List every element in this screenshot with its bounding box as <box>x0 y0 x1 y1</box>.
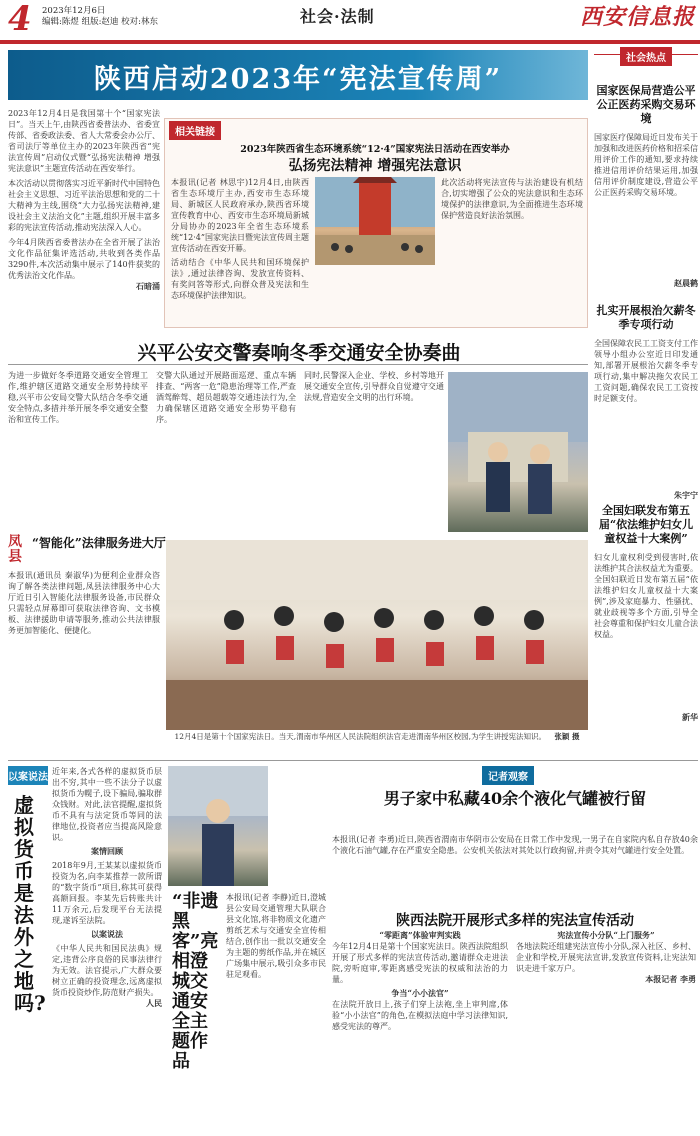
court-headline: 陕西法院开展形式多样的宪法宣传活动 <box>396 913 634 929</box>
right-headline: 国家医保局营造公平公正医药采购交易环境 <box>596 84 696 125</box>
fengxian-body <box>8 570 160 742</box>
divider <box>8 760 698 761</box>
related-subtitle: 2023年陕西省生态环境系统“12·4”国家宪法日活动在西安举办 <box>240 144 510 155</box>
right-headline: 全国妇联发布第五届“依法维护妇女儿童权益十大案例” <box>598 504 694 545</box>
court-subheading: “零距离”体验审判实践 <box>379 930 461 940</box>
caption-byline: 张颖 摄 <box>554 732 580 741</box>
related-paragraph: 此次活动将宪法宣传与法治建设有机结合,切实增强了公众的宪法意识和生态环境保护的法律意识,为全面推进生态环境保护营造良好法治氛围。 <box>441 178 583 220</box>
related-link-box <box>164 118 588 328</box>
court-paragraph: 今年12月4日是第十个国家宪法日。陕西法院组织开展了形式多样的宪法宣传活动,邀请群众走进法院,旁听庭审,零距离感受宪法的权威和法治的力量。 <box>332 942 508 984</box>
right-article-3 <box>594 504 698 723</box>
right-byline: 新华 <box>682 712 698 722</box>
related-tag: 相关链接 <box>169 121 221 140</box>
related-body-col2 <box>441 177 583 325</box>
police-photo <box>448 372 588 532</box>
legal-byline: 人民 <box>146 998 162 1008</box>
court-body-col1 <box>332 930 508 1130</box>
masthead-meta <box>42 6 158 28</box>
region-tag-char: 县 <box>8 549 22 565</box>
column-paragraph: 本报讯(记者 李静)近日,澄城县公安局交通管理大队联合县文化馆,将非物质文化遗产剪纸艺术与交通安全宣传相结合,创作出一批以交通安全为主题的剪纸作品,并在城区广场集中展示,吸引众多市民驻足观看。 <box>226 893 326 979</box>
reporter-tag: 记者观察 <box>482 766 534 785</box>
right-byline: 赵晨鹤 <box>674 278 698 288</box>
right-byline: 朱宇宁 <box>674 490 698 500</box>
police-body-col2 <box>156 370 296 530</box>
police-body-col1 <box>8 370 148 530</box>
caption-text: 12月4日是第十个国家宪法日。当天,渭南市华州区人民法院组织法官走进渭南华州区校园,为学生讲授宪法知识。 <box>174 732 547 741</box>
police-headline: 兴平公安交警奏响冬季交通安全协奏曲 <box>137 342 461 364</box>
related-paragraph: 活动结合《中华人民共和国环境保护法》,通过法律咨询、发放宣传资料、有奖问答等形式,向群众普及宪法和生态环境保护法律知识。 <box>171 258 309 300</box>
court-body-col2 <box>516 930 696 1130</box>
newspaper-logo: 西安信息报 <box>580 4 696 30</box>
legal-paragraph: 《中华人民共和国民法典》规定,违背公序良俗的民事法律行为无效。法官提示,广大群众要树立正确的投资理念,远离虚拟货币投资炒作,防范财产损失。 <box>52 944 162 997</box>
classroom-image <box>166 540 588 730</box>
column-body <box>226 892 326 1128</box>
hot-topics-label: 社会热点 <box>620 47 672 66</box>
lead-paragraph: 今年4月陕西省委普法办在全省开展了法治文化作品征集评选活动,共收到各类作品3290件,本次活动集中展示了140件获奖的优秀法治文化作品。 <box>8 238 160 280</box>
hot-topics-header <box>594 46 698 62</box>
traffic-police-image <box>448 372 588 532</box>
column-photo <box>168 766 268 886</box>
right-paragraph: 妇女儿童权利受到侵害时,依法维护其合法权益尤为重要。全国妇联近日发布第五届“依法维护妇女儿童权益十大案例”,涉及家庭暴力、性骚扰、就业歧视等多个方面,引导全社会尊重和保护妇女儿童合法权益。 <box>594 553 698 639</box>
monument-image <box>315 177 435 265</box>
region-tag <box>8 535 28 565</box>
divider <box>8 364 588 365</box>
legal-tag: 以案说法 <box>8 766 48 785</box>
lead-article-body <box>8 108 160 326</box>
related-body-col1 <box>171 177 309 325</box>
court-class-photo <box>166 540 588 730</box>
right-article-2 <box>594 304 698 501</box>
court-subheading: 争当“小小法官” <box>391 988 449 998</box>
fengxian-header <box>8 535 168 565</box>
legal-headline: 虚拟货币是法外之地吗? <box>14 793 46 1015</box>
fengxian-headline: “智能化”法律服务进大厅 <box>32 536 166 550</box>
related-photo <box>315 177 435 265</box>
legal-subheading: 以案说法 <box>91 929 123 939</box>
lead-paragraph: 本次活动以贯彻落实习近平新时代中国特色社会主义思想、习近平法治思想和党的二十大精神为主线,围绕“大力弘扬宪法精神,建设社会主义法治文化”主题,组织开展丰富多彩的宪法宣传活动,推动宪法深入人心。 <box>8 179 160 232</box>
police-body-col3 <box>304 370 444 530</box>
police-paragraph: 交警大队通过开展路面巡逻、重点车辆排查、“两客一危”隐患治理等工作,严查酒驾醉驾、超员超载等交通违法行为,全力确保辖区道路交通安全形势平稳有序。 <box>156 371 296 424</box>
legal-body <box>52 766 162 1128</box>
related-headline: 弘扬宪法精神 增强宪法意识 <box>288 158 462 174</box>
related-paragraph: 本报讯(记者 林思宇)12月4日,由陕西省生态环境厅主办,西安市生态环境局、新城区人民政府承办,陕西省环境宣传教育中心、西安市生态环境局新城分局协办的2023年全省生态环境系统“12·4”国家宪法日暨宪法宣传周主题宣传活动在西安开幕。 <box>171 178 309 253</box>
police-officer-image <box>168 766 268 886</box>
reporter-paragraph: 本报讯(记者 李勇)近日,陕西省渭南市华阴市公安局在日常工作中发现,一男子在自家院内私自存放40余个液化石油气罐,存在严重安全隐患。公安机关依法对其处以行政拘留,并责令其对气罐进行安全处置。 <box>332 835 698 855</box>
page-number: 4 <box>8 0 32 39</box>
lead-byline: 石暗涌 <box>136 281 160 291</box>
court-paragraph: 在法院开放日上,孩子们穿上法袍,坐上审判席,体验“小小法官”的角色,在模拟法庭中学习法律知识,感受宪法的尊严。 <box>332 1000 508 1031</box>
editor-credits: 编辑:陈煜 组版:赵迪 校对:林东 <box>42 17 158 27</box>
section-title: 社会·法制 <box>300 7 375 26</box>
reporter-header <box>332 766 698 828</box>
photo-caption <box>166 732 588 754</box>
lead-headline: 陕西启动2023年“宪法宣传周” <box>93 64 503 95</box>
masthead-rule <box>0 40 700 44</box>
reporter-body <box>332 834 698 906</box>
court-byline: 本报记者 李勇 <box>645 974 696 984</box>
legal-paragraph: 2018年9月,王某某以虚拟货币投资为名,向李某推荐一款所谓的“数字货币”项目,称其可获得高额回报。李某先后转账共计11万余元,后发现平台无法提现,遂诉至法院。 <box>52 861 162 925</box>
legal-title-col <box>8 766 48 1126</box>
fengxian-paragraph: 本报讯(通讯员 秦淑华)为便利企业群众咨询了解各类法律问题,凤县法律服务中心大厅近日引入智能化法律服务设备,市民群众只需轻点屏幕即可获取法律咨询、文书模板、法律援助申请等服务,推动公共法律服务更加智能化、便捷化。 <box>8 571 160 635</box>
police-paragraph: 为进一步做好冬季道路交通安全管理工作,维护辖区道路交通安全形势持续平稳,兴平市公安局交警大队结合冬季交通安全特点,多措并举开展冬季交通安全整治和宣传工作。 <box>8 371 148 424</box>
reporter-headline: 男子家中私藏40余个液化气罐被行留 <box>383 789 647 808</box>
police-paragraph: 同时,民警深入企业、学校、乡村等地开展交通安全宣传,引导群众自觉遵守交通法规,营造安全文明的出行环境。 <box>304 371 444 402</box>
lead-paragraph: 2023年12月4日是我国第十个“国家宪法日”。当天上午,由陕西省委普法办、省委宣传部、省委政法委、省人大常委会办公厅、省司法厅等单位主办的2023年陕西省“宪法宣传周”启动仪式暨“弘扬宪法精神 增强宪法意识”主题宣传活动在西安举行。 <box>8 109 160 173</box>
column-headline: “非遗黑客”亮相澄城交通安全主题作品 <box>172 891 219 1072</box>
legal-paragraph: 近年来,各式各样的虚拟货币层出不穷,其中一些不法分子以虚拟货币为幌子,设下骗局,骗取群众钱财。对此,法官提醒,虚拟货币不具有与法定货币等同的法律地位,投资者应当提高风险意识。 <box>52 767 162 842</box>
region-tag-char: 凤 <box>8 534 22 550</box>
legal-subheading: 案情回顾 <box>91 846 123 856</box>
lead-banner <box>8 50 588 100</box>
right-headline: 扎实开展根治欠薪冬季专项行动 <box>596 304 696 331</box>
right-article-1 <box>594 84 698 289</box>
right-paragraph: 国家医疗保障局近日发布关于加强和改进医药价格和招采信用评价工作的通知,要求持续推进信用评价结果运用,加强信用评价制度建设,营造公平公正医药采购交易环境。 <box>594 133 698 197</box>
right-paragraph: 全国保障农民工工资支付工作领导小组办公室近日印发通知,部署开展根治欠薪冬季专项行动,集中解决拖欠农民工工资问题,确保农民工工资按时足额支付。 <box>594 339 698 403</box>
issue-date: 2023年12月6日 <box>42 6 106 16</box>
court-subheading: 宪法宣传小分队“上门服务” <box>557 930 655 940</box>
court-paragraph: 各地法院还组建宪法宣传小分队,深入社区、乡村、企业和学校,开展宪法宣讲,发放宣传资料,让宪法知识走进千家万户。 <box>516 942 696 973</box>
